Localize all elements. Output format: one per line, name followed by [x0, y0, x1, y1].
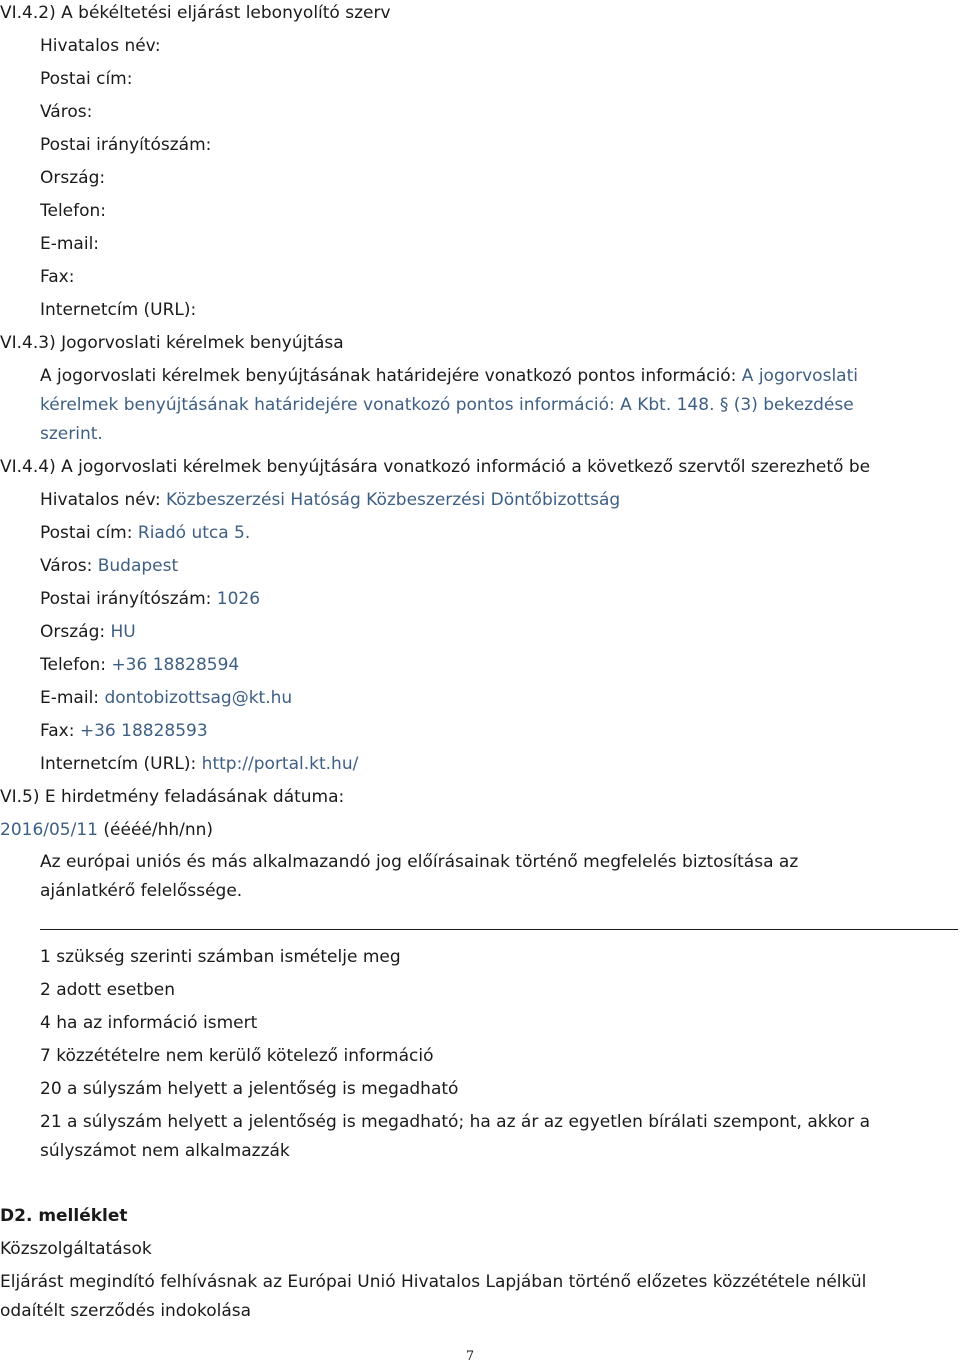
field-label-country: Ország: — [40, 168, 106, 188]
info-label: Telefon: — [40, 655, 107, 675]
section-heading-vi-4-4: VI.4.4) A jogorvoslati kérelmek benyújtására vonatkozó információ a következő szervtől szerezhető be — [0, 457, 871, 477]
appendix-title: D2. melléklet — [0, 1206, 128, 1226]
info-row-fax — [40, 720, 208, 742]
appendix-subtitle: Közszolgáltatások — [0, 1239, 152, 1259]
review-deadline-line-1 — [40, 365, 858, 387]
info-label: E-mail: — [40, 688, 100, 708]
info-value-country: HU — [110, 622, 136, 642]
field-label-postal-code: Postai irányítószám: — [40, 135, 212, 155]
compliance-note-line-1: Az európai uniós és más alkalmazandó jog előírásainak történő megfelelés biztosítása az — [40, 852, 799, 872]
info-row-city — [40, 555, 178, 577]
dispatch-date-value: 2016/05/11 — [0, 820, 98, 840]
page-number: 7 — [465, 1349, 475, 1364]
dispatch-date-format: (éééé/hh/nn) — [103, 820, 214, 840]
footnote-1: 1 szükség szerinti számban ismételje meg — [40, 947, 401, 967]
field-label-fax: Fax: — [40, 267, 75, 287]
info-label: Város: — [40, 556, 93, 576]
field-label-phone: Telefon: — [40, 201, 107, 221]
footnote-7: 7 közzétételre nem kerülő kötelező információ — [40, 1046, 434, 1066]
info-value-url[interactable]: http://portal.kt.hu/ — [201, 754, 359, 774]
field-label-url: Internetcím (URL): — [40, 300, 197, 320]
review-deadline-value: A jogorvoslati — [741, 366, 858, 386]
info-value-city: Budapest — [97, 556, 179, 576]
info-row-phone — [40, 654, 239, 676]
dispatch-date-row — [0, 819, 213, 841]
info-row-country — [40, 621, 136, 643]
appendix-text-line-2: odaítélt szerződés indokolása — [0, 1301, 252, 1321]
section-heading-vi-4-2: VI.4.2) A békéltetési eljárást lebonyolító szerv — [0, 3, 391, 23]
review-deadline-value-line-3: szerint. — [40, 424, 103, 444]
field-label-postal-address: Postai cím: — [40, 69, 133, 89]
info-value-phone: +36 18828594 — [111, 655, 240, 675]
info-value-email[interactable]: dontobizottsag@kt.hu — [104, 688, 293, 708]
info-row-url — [40, 753, 358, 775]
info-label: Hivatalos név: — [40, 490, 161, 510]
footnote-20: 20 a súlyszám helyett a jelentőség is megadható — [40, 1079, 459, 1099]
info-value-postal-code: 1026 — [216, 589, 261, 609]
footnote-separator — [40, 929, 958, 930]
info-row-postal-code — [40, 588, 260, 610]
field-label-city: Város: — [40, 102, 93, 122]
info-row-postal-address — [40, 522, 250, 544]
review-deadline-value-line-2: kérelmek benyújtásának határidejére vonatkozó pontos információ: A Kbt. 148. § (3) bekezdése — [40, 395, 854, 415]
info-label: Fax: — [40, 721, 75, 741]
compliance-note-line-2: ajánlatkérő felelőssége. — [40, 881, 243, 901]
info-value-official-name: Közbeszerzési Hatóság Közbeszerzési Döntőbizottság — [165, 490, 621, 510]
footnote-21-line-2: súlyszámot nem alkalmazzák — [40, 1141, 290, 1161]
footnote-21-line-1: 21 a súlyszám helyett a jelentőség is megadható; ha az ár az egyetlen bírálati szempont, akkor a — [40, 1112, 871, 1132]
info-label: Postai irányítószám: — [40, 589, 212, 609]
info-row-official-name — [40, 489, 620, 511]
info-value-fax: +36 18828593 — [79, 721, 208, 741]
footnote-2: 2 adott esetben — [40, 980, 176, 1000]
field-label-official-name: Hivatalos név: — [40, 36, 161, 56]
review-deadline-label: A jogorvoslati kérelmek benyújtásának határidejére vonatkozó pontos információ: — [40, 366, 737, 386]
info-label: Ország: — [40, 622, 106, 642]
info-row-email — [40, 687, 292, 709]
info-label: Postai cím: — [40, 523, 133, 543]
info-label: Internetcím (URL): — [40, 754, 197, 774]
section-heading-vi-5: VI.5) E hirdetmény feladásának dátuma: — [0, 787, 345, 807]
section-heading-vi-4-3: VI.4.3) Jogorvoslati kérelmek benyújtása — [0, 333, 344, 353]
info-value-postal-address: Riadó utca 5. — [137, 523, 251, 543]
field-label-email: E-mail: — [40, 234, 100, 254]
footnote-4: 4 ha az információ ismert — [40, 1013, 258, 1033]
appendix-text-line-1: Eljárást megindító felhívásnak az Európai Unió Hivatalos Lapjában történő előzetes közzététele nélkül — [0, 1272, 867, 1292]
